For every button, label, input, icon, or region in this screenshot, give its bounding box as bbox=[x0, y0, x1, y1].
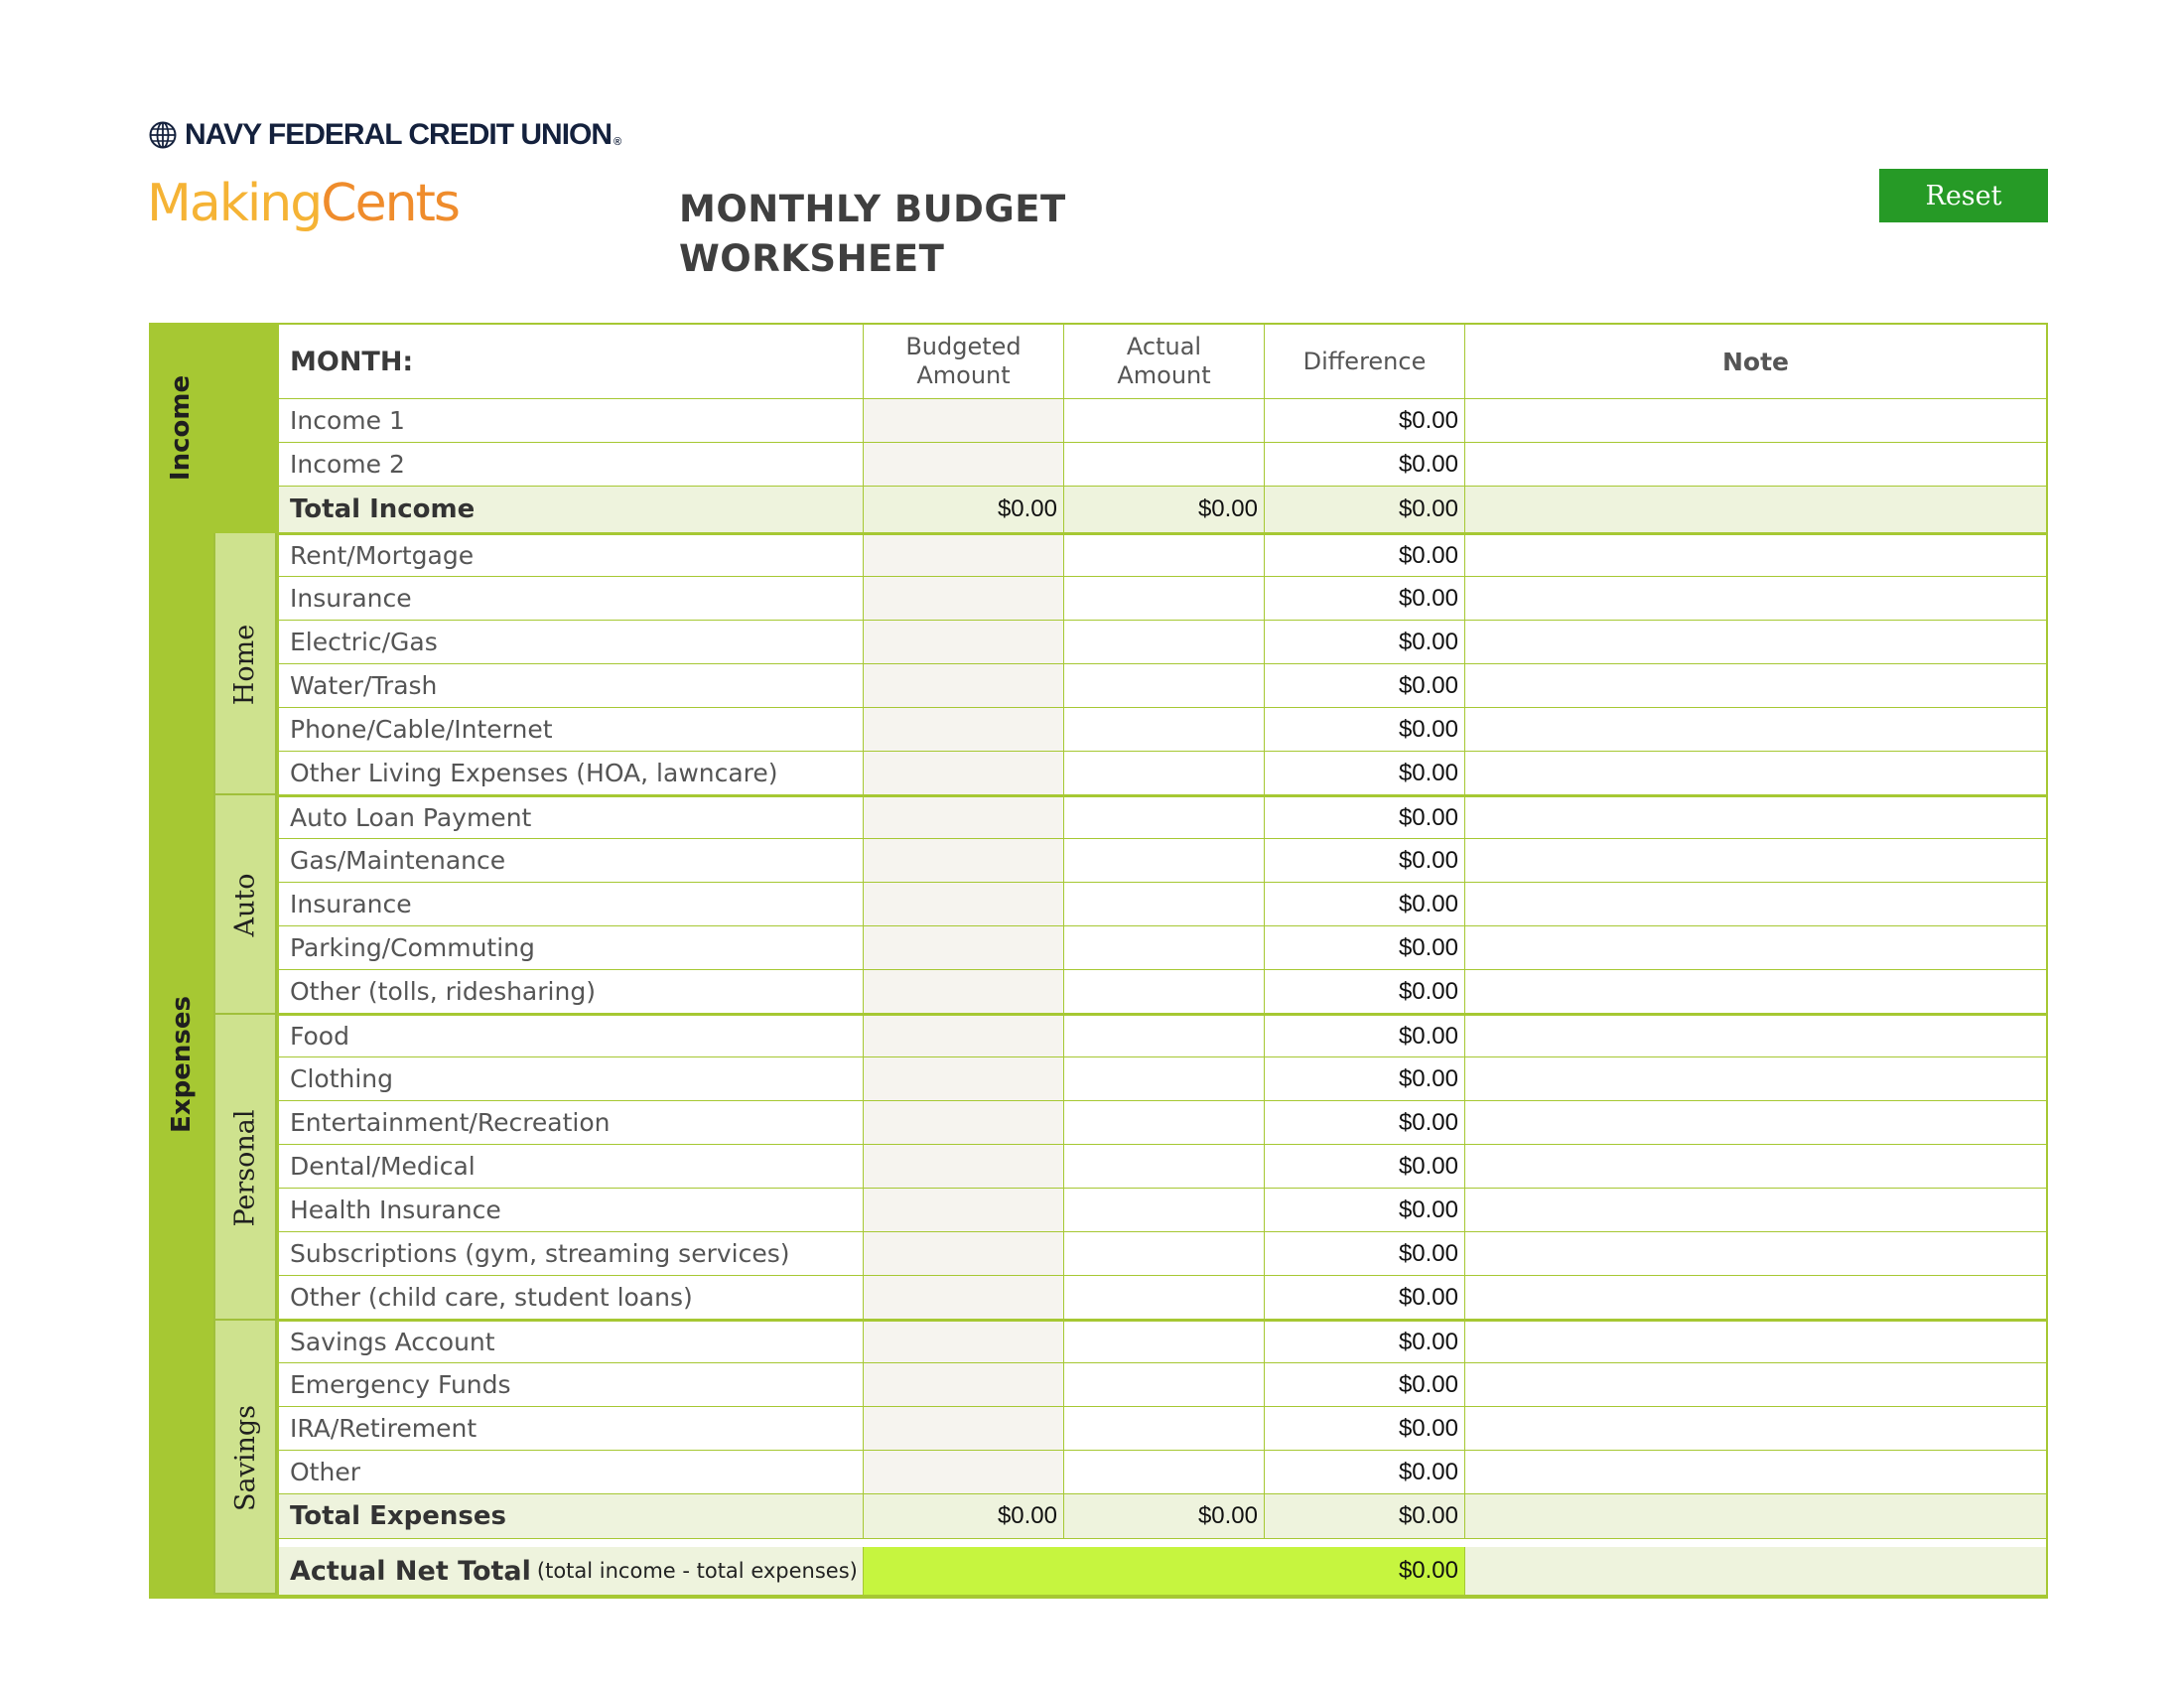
category-cell: Emergency Funds bbox=[279, 1363, 864, 1406]
difference-cell-value: $0.00 bbox=[1398, 803, 1458, 831]
budgeted-amount-cell[interactable] bbox=[864, 708, 1064, 751]
difference-cell bbox=[1265, 1101, 1465, 1144]
actual-amount-cell[interactable] bbox=[1064, 1145, 1265, 1188]
difference-cell bbox=[1265, 1232, 1465, 1275]
category-cell: Food bbox=[279, 1016, 864, 1056]
budgeted-amount-cell-value: $0.00 bbox=[997, 495, 1057, 522]
difference-cell-value: $0.00 bbox=[1398, 628, 1458, 655]
note-cell[interactable] bbox=[1465, 1189, 2046, 1231]
table-row bbox=[279, 1407, 2046, 1451]
actual-amount-cell[interactable] bbox=[1064, 399, 1265, 442]
bottom-rule bbox=[149, 1595, 2048, 1599]
note-cell[interactable] bbox=[1465, 1232, 2046, 1275]
difference-cell bbox=[1265, 883, 1465, 925]
difference-cell bbox=[1265, 1363, 1465, 1406]
category-cell: Income 1 bbox=[279, 399, 864, 442]
difference-header: Difference bbox=[1265, 325, 1465, 398]
note-cell[interactable] bbox=[1465, 1451, 2046, 1493]
actual-amount-cell[interactable] bbox=[1064, 752, 1265, 794]
category-cell: Gas/Maintenance bbox=[279, 839, 864, 882]
actual-amount-cell[interactable] bbox=[1064, 1451, 1265, 1493]
difference-cell-value: $0.00 bbox=[1398, 759, 1458, 786]
difference-cell bbox=[1265, 1494, 1465, 1538]
category-cell: Rent/Mortgage bbox=[279, 535, 864, 576]
difference-cell bbox=[1265, 797, 1465, 838]
budgeted-amount-cell[interactable] bbox=[864, 1363, 1064, 1406]
difference-cell bbox=[1265, 1189, 1465, 1231]
actual-amount-cell[interactable] bbox=[1064, 1363, 1265, 1406]
budgeted-amount-cell[interactable] bbox=[864, 926, 1064, 969]
table-row bbox=[279, 533, 2046, 577]
registered-mark: ® bbox=[614, 136, 621, 148]
difference-cell-value: $0.00 bbox=[1398, 1458, 1458, 1485]
difference-cell-value: $0.00 bbox=[1398, 890, 1458, 917]
budgeted-amount-cell[interactable] bbox=[864, 1232, 1064, 1275]
globe-icon bbox=[149, 121, 177, 149]
actual-amount-header bbox=[1064, 325, 1265, 398]
net-total-label bbox=[279, 1547, 864, 1595]
home-group-label: Home bbox=[229, 624, 261, 705]
actual-amount-cell-value: $0.00 bbox=[1197, 1502, 1258, 1529]
navy-federal-logo bbox=[149, 117, 620, 153]
table-row bbox=[279, 926, 2046, 970]
month-header: MONTH: bbox=[279, 325, 864, 398]
auto-group-label: Auto bbox=[229, 873, 261, 937]
budgeted-amount-cell[interactable] bbox=[864, 1276, 1064, 1319]
brand-making: Making bbox=[147, 174, 322, 233]
budgeted-header-line2: Amount bbox=[916, 361, 1011, 389]
difference-cell bbox=[1265, 839, 1465, 882]
table-row bbox=[279, 443, 2046, 487]
category-cell: Health Insurance bbox=[279, 1189, 864, 1231]
difference-cell bbox=[1265, 970, 1465, 1013]
budgeted-amount-cell[interactable] bbox=[864, 577, 1064, 620]
note-cell[interactable] bbox=[1465, 1322, 2046, 1362]
note-cell[interactable] bbox=[1465, 1057, 2046, 1100]
actual-amount-cell bbox=[1064, 1494, 1265, 1538]
note-cell[interactable] bbox=[1465, 797, 2046, 838]
table-row bbox=[279, 795, 2046, 839]
budgeted-amount-cell[interactable] bbox=[864, 535, 1064, 576]
table-row bbox=[279, 1320, 2046, 1363]
difference-cell-value: $0.00 bbox=[1398, 1370, 1458, 1398]
net-total-row bbox=[279, 1547, 2046, 1595]
category-cell: Electric/Gas bbox=[279, 621, 864, 663]
note-cell[interactable] bbox=[1465, 621, 2046, 663]
table-row bbox=[279, 752, 2046, 795]
actual-amount-cell[interactable] bbox=[1064, 839, 1265, 882]
difference-cell-value: $0.00 bbox=[1398, 715, 1458, 743]
actual-header-line2: Amount bbox=[1117, 361, 1211, 389]
budgeted-amount-cell[interactable] bbox=[864, 1016, 1064, 1056]
budgeted-amount-cell[interactable] bbox=[864, 752, 1064, 794]
table-row bbox=[279, 1276, 2046, 1320]
difference-cell bbox=[1265, 664, 1465, 707]
table-row bbox=[279, 1145, 2046, 1189]
table-row bbox=[279, 577, 2046, 621]
actual-amount-cell[interactable] bbox=[1064, 1189, 1265, 1231]
difference-cell bbox=[1265, 1016, 1465, 1056]
difference-cell bbox=[1265, 443, 1465, 486]
difference-cell-value: $0.00 bbox=[1398, 846, 1458, 874]
total-row bbox=[279, 487, 2046, 533]
difference-cell bbox=[1265, 926, 1465, 969]
difference-cell bbox=[1265, 1145, 1465, 1188]
net-total-amount: $0.00 bbox=[1398, 1557, 1458, 1584]
difference-cell bbox=[1265, 752, 1465, 794]
budgeted-amount-cell[interactable] bbox=[864, 399, 1064, 442]
net-total-value bbox=[864, 1547, 1465, 1595]
budgeted-amount-cell[interactable] bbox=[864, 883, 1064, 925]
difference-cell bbox=[1265, 1322, 1465, 1362]
difference-cell-value: $0.00 bbox=[1398, 1196, 1458, 1223]
note-cell[interactable] bbox=[1465, 1276, 2046, 1319]
actual-amount-cell[interactable] bbox=[1064, 1276, 1265, 1319]
difference-cell bbox=[1265, 708, 1465, 751]
net-total-sublabel: (total income - total expenses) bbox=[536, 1559, 858, 1583]
making-cents-logo bbox=[147, 169, 459, 238]
difference-cell-value: $0.00 bbox=[1398, 541, 1458, 569]
table-row bbox=[279, 1014, 2046, 1057]
difference-cell bbox=[1265, 1057, 1465, 1100]
category-cell: IRA/Retirement bbox=[279, 1407, 864, 1450]
page-title: MONTHLY BUDGET WORKSHEET bbox=[679, 188, 1066, 280]
budgeted-amount-cell bbox=[864, 1494, 1064, 1538]
note-cell[interactable] bbox=[1465, 752, 2046, 794]
budget-table bbox=[277, 323, 2048, 1599]
org-name: NAVY FEDERAL CREDIT UNION bbox=[185, 118, 613, 151]
category-cell: Total Income bbox=[279, 487, 864, 532]
budgeted-amount-cell[interactable] bbox=[864, 839, 1064, 882]
budgeted-amount-cell[interactable] bbox=[864, 1101, 1064, 1144]
budgeted-amount-cell[interactable] bbox=[864, 1322, 1064, 1362]
difference-cell-value: $0.00 bbox=[1398, 406, 1458, 434]
note-cell[interactable] bbox=[1465, 664, 2046, 707]
difference-cell bbox=[1265, 1276, 1465, 1319]
budgeted-amount-cell bbox=[864, 487, 1064, 532]
difference-cell-value: $0.00 bbox=[1398, 1414, 1458, 1442]
table-row bbox=[279, 399, 2046, 443]
budgeted-amount-cell[interactable] bbox=[864, 1189, 1064, 1231]
difference-cell bbox=[1265, 535, 1465, 576]
table-row bbox=[279, 1232, 2046, 1276]
table-header-row bbox=[279, 325, 2046, 399]
table-row bbox=[279, 1451, 2046, 1494]
note-cell[interactable] bbox=[1465, 577, 2046, 620]
actual-amount-cell-value: $0.00 bbox=[1197, 495, 1258, 522]
actual-amount-cell[interactable] bbox=[1064, 1322, 1265, 1362]
note-cell[interactable] bbox=[1465, 1494, 2046, 1538]
actual-amount-cell[interactable] bbox=[1064, 535, 1265, 576]
note-cell[interactable] bbox=[1465, 1363, 2046, 1406]
net-total-note[interactable] bbox=[1465, 1547, 2046, 1595]
actual-amount-cell[interactable] bbox=[1064, 1232, 1265, 1275]
difference-cell-value: $0.00 bbox=[1398, 1502, 1458, 1529]
note-cell[interactable] bbox=[1465, 399, 2046, 442]
category-cell: Parking/Commuting bbox=[279, 926, 864, 969]
actual-amount-cell[interactable] bbox=[1064, 1407, 1265, 1450]
table-row bbox=[279, 883, 2046, 926]
note-cell[interactable] bbox=[1465, 1145, 2046, 1188]
total-row bbox=[279, 1494, 2046, 1539]
difference-cell bbox=[1265, 1407, 1465, 1450]
difference-cell-value: $0.00 bbox=[1398, 450, 1458, 478]
net-total-title: Actual Net Total bbox=[290, 1555, 531, 1587]
note-cell[interactable] bbox=[1465, 839, 2046, 882]
category-cell: Dental/Medical bbox=[279, 1145, 864, 1188]
difference-cell-value: $0.00 bbox=[1398, 584, 1458, 612]
difference-cell-value: $0.00 bbox=[1398, 933, 1458, 961]
difference-cell-value: $0.00 bbox=[1398, 977, 1458, 1005]
personal-group-label: Personal bbox=[229, 1108, 261, 1227]
difference-cell-value: $0.00 bbox=[1398, 671, 1458, 699]
table-row bbox=[279, 1363, 2046, 1407]
table-row bbox=[279, 970, 2046, 1014]
category-cell: Income 2 bbox=[279, 443, 864, 486]
note-cell[interactable] bbox=[1465, 443, 2046, 486]
category-cell: Water/Trash bbox=[279, 664, 864, 707]
table-row bbox=[279, 664, 2046, 708]
actual-amount-cell[interactable] bbox=[1064, 577, 1265, 620]
category-cell: Entertainment/Recreation bbox=[279, 1101, 864, 1144]
category-cell: Subscriptions (gym, streaming services) bbox=[279, 1232, 864, 1275]
category-cell: Phone/Cable/Internet bbox=[279, 708, 864, 751]
table-row bbox=[279, 621, 2046, 664]
category-cell: Insurance bbox=[279, 577, 864, 620]
budgeted-amount-header bbox=[864, 325, 1064, 398]
budgeted-amount-cell[interactable] bbox=[864, 1145, 1064, 1188]
note-cell[interactable] bbox=[1465, 926, 2046, 969]
note-cell[interactable] bbox=[1465, 708, 2046, 751]
category-cell: Savings Account bbox=[279, 1322, 864, 1362]
budget-worksheet bbox=[149, 323, 2048, 1599]
actual-amount-cell[interactable] bbox=[1064, 883, 1265, 925]
actual-amount-cell[interactable] bbox=[1064, 708, 1265, 751]
savings-group-label: Savings bbox=[229, 1404, 261, 1511]
income-band bbox=[213, 323, 277, 533]
budgeted-amount-cell[interactable] bbox=[864, 443, 1064, 486]
note-cell[interactable] bbox=[1465, 535, 2046, 576]
category-cell: Auto Loan Payment bbox=[279, 797, 864, 838]
brand-cents: Cents bbox=[321, 174, 460, 233]
budgeted-amount-cell[interactable] bbox=[864, 1057, 1064, 1100]
table-row bbox=[279, 1101, 2046, 1145]
budgeted-header-line1: Budgeted bbox=[905, 333, 1022, 360]
budgeted-amount-cell[interactable] bbox=[864, 621, 1064, 663]
expenses-section-label: Expenses bbox=[166, 995, 197, 1133]
difference-cell bbox=[1265, 577, 1465, 620]
note-cell[interactable] bbox=[1465, 1407, 2046, 1450]
actual-amount-cell[interactable] bbox=[1064, 1057, 1265, 1100]
actual-amount-cell[interactable] bbox=[1064, 1101, 1265, 1144]
category-cell: Other Living Expenses (HOA, lawncare) bbox=[279, 752, 864, 794]
table-row bbox=[279, 839, 2046, 883]
reset-button[interactable]: Reset bbox=[1879, 169, 2048, 222]
note-cell[interactable] bbox=[1465, 1016, 2046, 1056]
category-cell: Other (tolls, ridesharing) bbox=[279, 970, 864, 1013]
actual-amount-cell[interactable] bbox=[1064, 443, 1265, 486]
difference-cell-value: $0.00 bbox=[1398, 495, 1458, 522]
difference-cell-value: $0.00 bbox=[1398, 1283, 1458, 1311]
actual-amount-cell[interactable] bbox=[1064, 1016, 1265, 1056]
difference-cell bbox=[1265, 1451, 1465, 1493]
difference-cell-value: $0.00 bbox=[1398, 1022, 1458, 1050]
actual-amount-cell[interactable] bbox=[1064, 621, 1265, 663]
actual-amount-cell[interactable] bbox=[1064, 664, 1265, 707]
difference-cell-value: $0.00 bbox=[1398, 1328, 1458, 1355]
table-row bbox=[279, 1057, 2046, 1101]
note-cell[interactable] bbox=[1465, 883, 2046, 925]
difference-cell-value: $0.00 bbox=[1398, 1108, 1458, 1136]
budgeted-amount-cell[interactable] bbox=[864, 970, 1064, 1013]
difference-cell bbox=[1265, 621, 1465, 663]
note-cell[interactable] bbox=[1465, 1101, 2046, 1144]
difference-cell bbox=[1265, 399, 1465, 442]
actual-amount-cell bbox=[1064, 487, 1265, 532]
budgeted-amount-cell[interactable] bbox=[864, 664, 1064, 707]
category-cell: Total Expenses bbox=[279, 1494, 864, 1538]
actual-amount-cell[interactable] bbox=[1064, 797, 1265, 838]
difference-cell-value: $0.00 bbox=[1398, 1239, 1458, 1267]
table-row bbox=[279, 708, 2046, 752]
difference-cell-value: $0.00 bbox=[1398, 1064, 1458, 1092]
table-row bbox=[279, 1189, 2046, 1232]
actual-header-line1: Actual bbox=[1126, 333, 1202, 360]
difference-cell bbox=[1265, 487, 1465, 532]
actual-amount-cell[interactable] bbox=[1064, 970, 1265, 1013]
category-cell: Insurance bbox=[279, 883, 864, 925]
note-cell[interactable] bbox=[1465, 487, 2046, 532]
note-cell[interactable] bbox=[1465, 970, 2046, 1013]
actual-amount-cell[interactable] bbox=[1064, 926, 1265, 969]
income-section-label: Income bbox=[166, 374, 197, 482]
budgeted-amount-cell[interactable] bbox=[864, 1407, 1064, 1450]
note-header: Note bbox=[1721, 347, 1789, 376]
category-cell: Other bbox=[279, 1451, 864, 1493]
budgeted-amount-cell-value: $0.00 bbox=[997, 1502, 1057, 1529]
budgeted-amount-cell[interactable] bbox=[864, 1451, 1064, 1493]
category-cell: Other (child care, student loans) bbox=[279, 1276, 864, 1319]
budgeted-amount-cell[interactable] bbox=[864, 797, 1064, 838]
difference-cell-value: $0.00 bbox=[1398, 1152, 1458, 1180]
category-cell: Clothing bbox=[279, 1057, 864, 1100]
